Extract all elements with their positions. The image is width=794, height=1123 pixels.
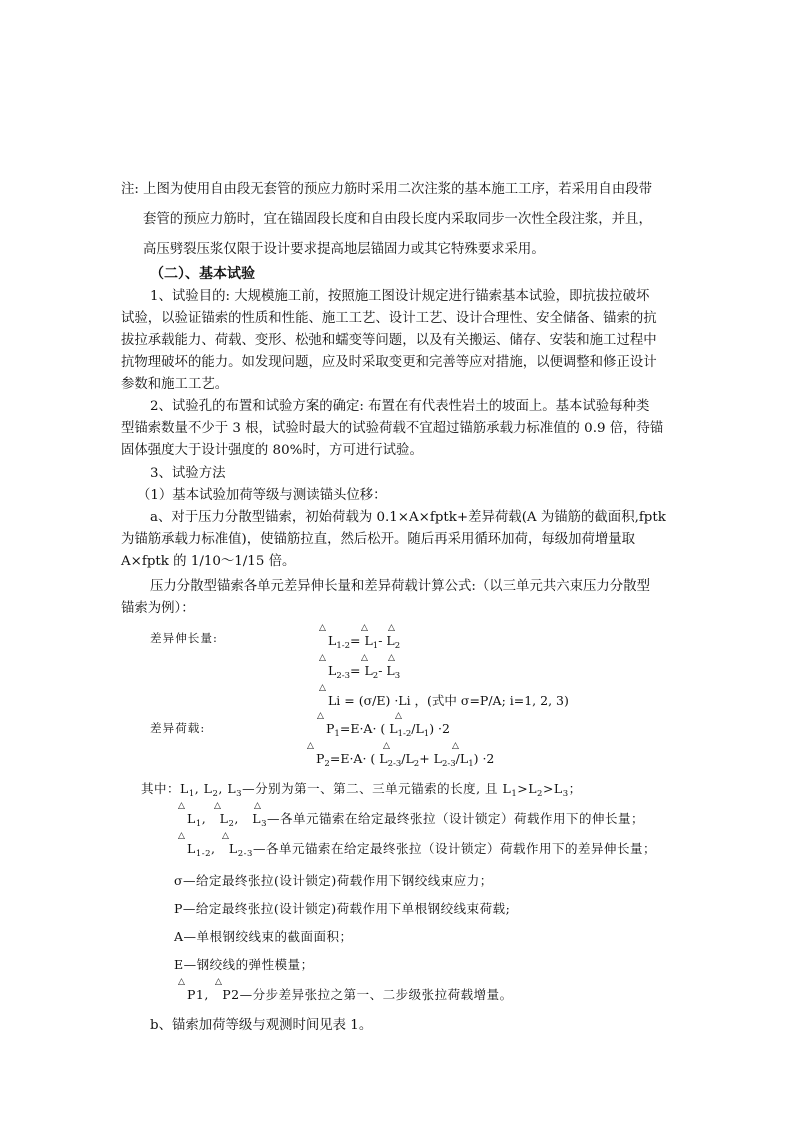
note-line-1: 注: 上图为使用自由段无套管的预应力筋时采用二次注浆的基本施工工序，若采用自由段带 xyxy=(121,182,652,197)
delta-icon: △ xyxy=(317,711,324,721)
section-heading: （二）、基本试验 xyxy=(150,266,255,282)
p1-line-3: 拔拉承载能力、荷载、变形、松弛和蠕变等问题，以及有关搬运、储存、安装和施工过程中 xyxy=(121,333,657,348)
note-line-2: 套管的预应力筋时，宜在锚固段长度和自由段长度内采取同步一次性全段注浆，并且， xyxy=(143,212,652,227)
delta-icon: △ xyxy=(319,683,326,693)
delta-icon: △ xyxy=(178,977,185,987)
formula-load-2: $P_2=E\cdot A\cdot$ ( $L_{2-3}/L_2+ L_{2-3}/L_1) \cdot 2$ xyxy=(316,751,495,769)
delta-icon: △ xyxy=(383,741,390,751)
p1-line-4: 抗物理破坏的能力。如发现问题，应及时采取变更和完善等应对措施，以便调整和修正设计 xyxy=(121,355,657,370)
note-line-3: 高压劈裂压浆仅限于设计要求提高地层锚固力或其它特殊要求采用。 xyxy=(143,242,545,257)
p1-line-2: 试验，以验证锚索的性质和性能、施工工艺、设计工艺、设计合理性、安全储备、锚索的抗 xyxy=(121,311,657,326)
delta-icon: △ xyxy=(307,741,314,751)
pa-line-1: a、对于压力分散型锚索，初始荷载为 0.1×A×fptk+差异荷载(A 为锚筋的截面积,fptk xyxy=(150,510,666,525)
label-differential-elongation: 差异伸长量: xyxy=(150,631,218,645)
p1-line-1: 1、试验目的: 大规模施工前，按照施工图设计规定进行锚索基本试验，即抗拔拉破坏 xyxy=(150,289,650,304)
delta-icon: △ xyxy=(395,711,402,721)
formula-elongation-1: $L_{1-2}= L_1-$ $L_2$ xyxy=(328,633,401,651)
p5-line-2: 锚索为例）： xyxy=(121,601,195,616)
definition-elongations: $L_1$, $L_2$, $L_3—$各单元锚索在给定最终张拉（设计锁定）荷载作用下的伸长量； xyxy=(187,811,645,829)
pb-line-1: b、锚索加荷等级与观测时间见表 1。 xyxy=(150,1018,373,1033)
p2-line-1: 2、试验孔的布置和试验方案的确定: 布置在有代表性岩土的坡面上。基本试验每种类 xyxy=(150,399,650,414)
delta-icon: △ xyxy=(222,831,229,841)
definition-sigma: σ—给定最终张拉(设计锁定)荷载作用下钢绞线束应力； xyxy=(174,873,493,888)
delta-icon: △ xyxy=(178,801,185,811)
delta-icon: △ xyxy=(452,741,459,751)
delta-icon: △ xyxy=(214,801,221,811)
definition-p: P—给定最终张拉(设计锁定)荷载作用下单根钢绞线束荷载; xyxy=(174,901,511,916)
label-differential-load: 差异荷载: xyxy=(150,721,206,735)
delta-icon: △ xyxy=(361,653,368,663)
definition-p1-p2: P1, P2—分步差异张拉之第一、二步级张拉荷载增量。 xyxy=(187,987,513,1002)
formula-load-1: $P_1=E\cdot A\cdot$ ( $L_{1-2}/L_1) \cdot 2$ xyxy=(326,721,450,739)
p2-line-2: 型锚索数量不少于 3 根，试验时最大的试验荷载不宜超过锚筋承载力标准值的 0.9 倍，待锚 xyxy=(121,421,664,436)
p2-line-3: 固体强度大于设计强度的 80%时，方可进行试验。 xyxy=(121,443,423,458)
definition-lengths: 其中：$L_1$, $L_2$, $L_3—$分别为第一、第二、三单元锚索的长度, 且 $L_1>L_2>L_3$； xyxy=(141,781,582,799)
definition-diff-elongations: $L_{1-2}$, $L_{2-3}—$各单元锚索在给定最终张拉（设计锁定）荷载作用下的差异伸长量； xyxy=(187,841,656,859)
definition-a: A—单根钢绞线束的截面面积； xyxy=(174,929,353,944)
pa-line-3: A×fptk 的 1/10～1/15 倍。 xyxy=(121,554,296,569)
delta-icon: △ xyxy=(361,623,368,633)
delta-icon: △ xyxy=(388,653,395,663)
formula-elongation-3: Li = (σ/E) ·Li ，(式中 σ=P/A; i=1, 2, 3) xyxy=(328,693,569,708)
p3-line-1: 3、试验方法 xyxy=(150,466,226,481)
delta-icon: △ xyxy=(215,977,222,987)
p4-line-1: （1）基本试验加荷等级与测读锚头位移： xyxy=(137,488,387,503)
p1-line-5: 参数和施工工艺。 xyxy=(121,377,229,392)
p5-line-1: 压力分散型锚索各单元差异伸长量和差异荷载计算公式:（以三单元共六束压力分散型 xyxy=(150,579,650,594)
pa-line-2: 为锚筋承载力标准值)，使锚筋拉直，然后松开。随后再采用循环加荷，每级加荷增量取 xyxy=(121,532,636,547)
delta-icon: △ xyxy=(319,653,326,663)
definition-e: E—钢绞线的弹性模量； xyxy=(174,957,314,972)
delta-icon: △ xyxy=(178,831,185,841)
formula-elongation-2: $L_{2-3}= L_2-$ $L_3$ xyxy=(328,663,401,681)
delta-icon: △ xyxy=(388,623,395,633)
delta-icon: △ xyxy=(254,801,261,811)
delta-icon: △ xyxy=(319,623,326,633)
